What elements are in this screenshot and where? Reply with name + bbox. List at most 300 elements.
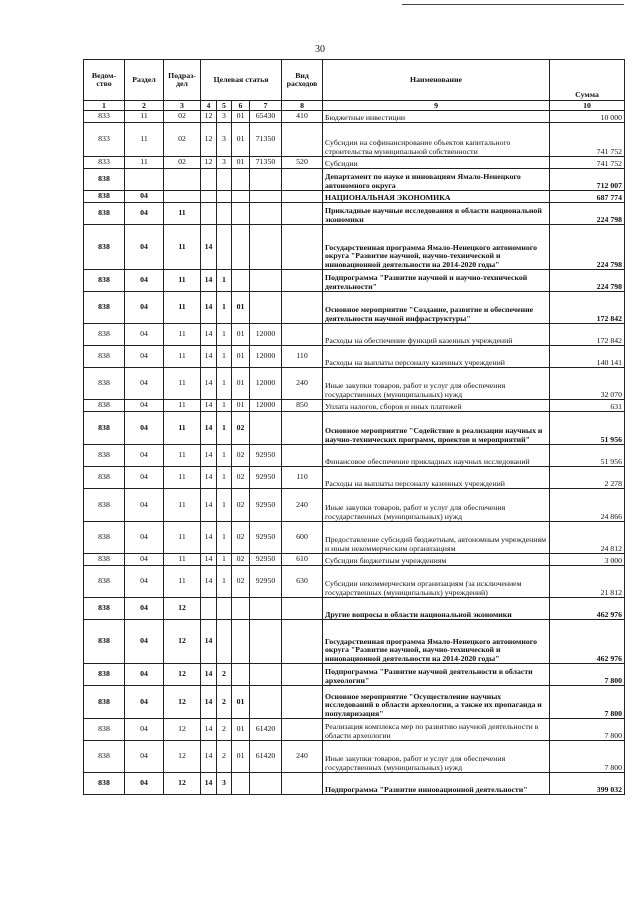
direction-cell: 92950: [250, 554, 282, 566]
event-cell: [232, 620, 250, 664]
event-cell: 01: [232, 368, 250, 400]
table-row: [84, 620, 625, 664]
expense-type-cell: 600: [282, 522, 323, 554]
event-cell: [232, 169, 250, 191]
table-row: [84, 292, 625, 324]
sum-cell: 51 956: [550, 445, 625, 467]
razdel-cell: 04: [125, 620, 164, 664]
direction-cell: 61420: [250, 741, 282, 773]
subprogram-cell: 3: [217, 123, 232, 157]
name-cell: Государственная программа Ямало-Ненецкого автономного округа "Развитие научной, научно-технической и инновационной деятельности на 2014-2020 годы": [323, 620, 550, 664]
podrazdel-cell: 11: [164, 346, 201, 368]
sum-cell: 51 956: [550, 412, 625, 445]
podrazdel-cell: 11: [164, 270, 201, 292]
razdel-cell: 04: [125, 225, 164, 270]
event-cell: 01: [232, 111, 250, 123]
podrazdel-cell: 12: [164, 719, 201, 741]
subprogram-cell: 1: [217, 554, 232, 566]
subprogram-cell: 1: [217, 292, 232, 324]
vedomstvo-cell: 838: [84, 191, 125, 203]
expense-type-cell: [282, 773, 323, 795]
sum-cell: 2 278: [550, 467, 625, 489]
vedomstvo-cell: 838: [84, 719, 125, 741]
vedomstvo-cell: 838: [84, 741, 125, 773]
sum-cell: 3 000: [550, 554, 625, 566]
podrazdel-cell: 12: [164, 686, 201, 719]
expense-type-cell: 110: [282, 467, 323, 489]
razdel-cell: 04: [125, 292, 164, 324]
table-row: [84, 522, 625, 554]
program-cell: 14: [201, 741, 217, 773]
razdel-cell: 04: [125, 554, 164, 566]
program-cell: 14: [201, 773, 217, 795]
expense-type-cell: 520: [282, 157, 323, 169]
podrazdel-cell: 11: [164, 566, 201, 598]
event-cell: 02: [232, 554, 250, 566]
subprogram-cell: 3: [217, 773, 232, 795]
table-row: [84, 191, 625, 203]
page-number: 30: [315, 44, 325, 55]
podrazdel-cell: [164, 169, 201, 191]
podrazdel-cell: 12: [164, 664, 201, 686]
program-cell: 12: [201, 157, 217, 169]
table-row: [84, 489, 625, 522]
razdel-cell: 04: [125, 412, 164, 445]
table-row: [84, 368, 625, 400]
table-row: [84, 686, 625, 719]
podrazdel-cell: [164, 191, 201, 203]
sum-cell: 224 798: [550, 225, 625, 270]
vedomstvo-cell: 838: [84, 203, 125, 225]
name-cell: Подпрограмма "Развитие инновационной деятельности": [323, 773, 550, 795]
table-row: [84, 773, 625, 795]
name-cell: Основное мероприятие "Осуществление научных исследований в области археологии, а также их пропаганда и популяризация": [323, 686, 550, 719]
program-cell: 14: [201, 522, 217, 554]
program-cell: 14: [201, 467, 217, 489]
table-body: [84, 111, 625, 795]
event-cell: 02: [232, 566, 250, 598]
table-row: [84, 467, 625, 489]
direction-cell: 92950: [250, 445, 282, 467]
name-cell: Расходы на выплаты персоналу казенных учреждений: [323, 346, 550, 368]
razdel-cell: 04: [125, 566, 164, 598]
subprogram-cell: 1: [217, 400, 232, 412]
razdel-cell: 04: [125, 719, 164, 741]
name-cell: Расходы на выплаты персоналу казенных учреждений: [323, 467, 550, 489]
podrazdel-cell: 11: [164, 554, 201, 566]
name-cell: Субсидии на софинансирование объектов капитального строительства муниципальной собственности: [323, 123, 550, 157]
subprogram-cell: 1: [217, 566, 232, 598]
table-row: [84, 741, 625, 773]
event-cell: [232, 598, 250, 620]
direction-cell: 12000: [250, 400, 282, 412]
name-cell: Реализация комплекса мер по развитию научной деятельности в области археологии: [323, 719, 550, 741]
sum-cell: 741 752: [550, 157, 625, 169]
column-number: 3: [164, 101, 201, 111]
table-row: [84, 169, 625, 191]
subprogram-cell: 1: [217, 324, 232, 346]
direction-cell: 92950: [250, 566, 282, 598]
subprogram-cell: [217, 598, 232, 620]
vedomstvo-cell: 838: [84, 522, 125, 554]
expense-type-cell: 240: [282, 489, 323, 522]
sum-cell: 7 800: [550, 741, 625, 773]
column-number: 2: [125, 101, 164, 111]
event-cell: 02: [232, 412, 250, 445]
razdel-cell: 04: [125, 368, 164, 400]
podrazdel-cell: 11: [164, 522, 201, 554]
program-cell: 14: [201, 400, 217, 412]
table-row: [84, 400, 625, 412]
subprogram-cell: [217, 225, 232, 270]
razdel-cell: 04: [125, 270, 164, 292]
name-cell: НАЦИОНАЛЬНАЯ ЭКОНОМИКА: [323, 191, 550, 203]
program-cell: 14: [201, 686, 217, 719]
podrazdel-cell: 11: [164, 368, 201, 400]
vedomstvo-cell: 838: [84, 169, 125, 191]
name-cell: Другие вопросы в области национальной экономики: [323, 598, 550, 620]
razdel-cell: 04: [125, 445, 164, 467]
vedomstvo-cell: 838: [84, 598, 125, 620]
razdel-cell: 04: [125, 773, 164, 795]
sum-cell: 224 798: [550, 203, 625, 225]
expense-type-cell: 110: [282, 346, 323, 368]
program-cell: 14: [201, 554, 217, 566]
vedomstvo-cell: 838: [84, 324, 125, 346]
program-cell: [201, 598, 217, 620]
direction-cell: [250, 412, 282, 445]
razdel-cell: 04: [125, 664, 164, 686]
subprogram-cell: 1: [217, 368, 232, 400]
vedomstvo-cell: 838: [84, 400, 125, 412]
event-cell: 01: [232, 346, 250, 368]
event-cell: [232, 203, 250, 225]
expense-type-cell: [282, 664, 323, 686]
expense-type-cell: [282, 191, 323, 203]
column-number: 1: [84, 101, 125, 111]
subprogram-cell: [217, 203, 232, 225]
name-cell: Иные закупки товаров, работ и услуг для обеспечения государственных (муниципальных) нужд: [323, 368, 550, 400]
name-cell: Департамент по науке и инновациям Ямало-Ненецкого автономного округа: [323, 169, 550, 191]
podrazdel-cell: 11: [164, 292, 201, 324]
top-rule: [402, 4, 624, 5]
podrazdel-cell: 11: [164, 203, 201, 225]
event-cell: [232, 225, 250, 270]
direction-cell: 12000: [250, 368, 282, 400]
table-row: [84, 719, 625, 741]
name-cell: Бюджетные инвестиции: [323, 111, 550, 123]
sum-cell: 172 842: [550, 324, 625, 346]
razdel-cell: 04: [125, 203, 164, 225]
direction-cell: 65430: [250, 111, 282, 123]
podrazdel-cell: 02: [164, 123, 201, 157]
sum-cell: 399 032: [550, 773, 625, 795]
subprogram-cell: 2: [217, 741, 232, 773]
expense-type-cell: 630: [282, 566, 323, 598]
vedomstvo-cell: 838: [84, 368, 125, 400]
podrazdel-cell: 12: [164, 620, 201, 664]
direction-cell: 71350: [250, 123, 282, 157]
expense-type-cell: [282, 292, 323, 324]
vedomstvo-cell: 833: [84, 157, 125, 169]
table-row: [84, 346, 625, 368]
razdel-cell: 04: [125, 346, 164, 368]
table-row: [84, 412, 625, 445]
sum-cell: 7 800: [550, 719, 625, 741]
sum-cell: 741 752: [550, 123, 625, 157]
direction-cell: [250, 169, 282, 191]
name-cell: Субсидии: [323, 157, 550, 169]
column-number: 7: [250, 101, 282, 111]
event-cell: 01: [232, 324, 250, 346]
subprogram-cell: 1: [217, 270, 232, 292]
table-row: [84, 445, 625, 467]
program-cell: 12: [201, 111, 217, 123]
direction-cell: 92950: [250, 467, 282, 489]
podrazdel-cell: 02: [164, 111, 201, 123]
expense-type-cell: [282, 445, 323, 467]
table-row: [84, 598, 625, 620]
podrazdel-cell: 11: [164, 324, 201, 346]
event-cell: 01: [232, 292, 250, 324]
vedomstvo-cell: 838: [84, 686, 125, 719]
razdel-cell: 04: [125, 467, 164, 489]
event-cell: [232, 664, 250, 686]
direction-cell: 71350: [250, 157, 282, 169]
subprogram-cell: 1: [217, 445, 232, 467]
vedomstvo-cell: 838: [84, 225, 125, 270]
direction-cell: [250, 686, 282, 719]
razdel-cell: 11: [125, 157, 164, 169]
direction-cell: [250, 191, 282, 203]
table-row: [84, 324, 625, 346]
name-cell: Подпрограмма "Развитие научной деятельности в области археологии": [323, 664, 550, 686]
subprogram-cell: 3: [217, 157, 232, 169]
vedomstvo-cell: 833: [84, 111, 125, 123]
vedomstvo-cell: 838: [84, 773, 125, 795]
expense-type-cell: [282, 270, 323, 292]
event-cell: 01: [232, 157, 250, 169]
header-razdel: Раздел: [125, 60, 164, 101]
sum-cell: 462 976: [550, 620, 625, 664]
subprogram-cell: [217, 620, 232, 664]
column-number-row: [84, 101, 625, 111]
direction-cell: [250, 664, 282, 686]
program-cell: 14: [201, 664, 217, 686]
program-cell: 14: [201, 368, 217, 400]
budget-table: [83, 59, 625, 795]
direction-cell: 92950: [250, 489, 282, 522]
column-number: 10: [550, 101, 625, 111]
subprogram-cell: 1: [217, 467, 232, 489]
name-cell: Прикладные научные исследования в области национальной экономики: [323, 203, 550, 225]
razdel-cell: 04: [125, 598, 164, 620]
vedomstvo-cell: 838: [84, 346, 125, 368]
header-vedomstvo: Ведом-ство: [84, 60, 125, 101]
table-row: [84, 203, 625, 225]
name-cell: Иные закупки товаров, работ и услуг для обеспечения государственных (муниципальных) нужд: [323, 489, 550, 522]
column-number: 5: [217, 101, 232, 111]
table-row: [84, 664, 625, 686]
podrazdel-cell: 11: [164, 489, 201, 522]
sum-cell: 24 812: [550, 522, 625, 554]
vedomstvo-cell: 838: [84, 445, 125, 467]
expense-type-cell: [282, 412, 323, 445]
podrazdel-cell: 11: [164, 445, 201, 467]
direction-cell: [250, 203, 282, 225]
name-cell: Субсидии некоммерческим организациям (за исключением государственных (муниципальных) учреждений): [323, 566, 550, 598]
expense-type-cell: 850: [282, 400, 323, 412]
name-cell: Иные закупки товаров, работ и услуг для обеспечения государственных (муниципальных) нужд: [323, 741, 550, 773]
event-cell: 01: [232, 741, 250, 773]
vedomstvo-cell: 838: [84, 270, 125, 292]
sum-cell: 10 000: [550, 111, 625, 123]
razdel-cell: 04: [125, 522, 164, 554]
subprogram-cell: 2: [217, 664, 232, 686]
name-cell: Субсидии бюджетным учреждениям: [323, 554, 550, 566]
razdel-cell: 04: [125, 741, 164, 773]
program-cell: [201, 191, 217, 203]
event-cell: 02: [232, 467, 250, 489]
direction-cell: [250, 773, 282, 795]
table-row: [84, 225, 625, 270]
program-cell: 14: [201, 292, 217, 324]
event-cell: 01: [232, 686, 250, 719]
podrazdel-cell: 12: [164, 773, 201, 795]
program-cell: 14: [201, 445, 217, 467]
sum-cell: 462 976: [550, 598, 625, 620]
table-row: [84, 123, 625, 157]
sum-cell: 631: [550, 400, 625, 412]
event-cell: [232, 773, 250, 795]
direction-cell: [250, 292, 282, 324]
header-summa: Сумма: [550, 60, 625, 101]
program-cell: 14: [201, 489, 217, 522]
podrazdel-cell: 12: [164, 598, 201, 620]
razdel-cell: 04: [125, 686, 164, 719]
event-cell: 02: [232, 489, 250, 522]
name-cell: Основное мероприятие "Содействие в реализации научных и научно-технических программ, проектов и мероприятий": [323, 412, 550, 445]
razdel-cell: 11: [125, 123, 164, 157]
expense-type-cell: [282, 686, 323, 719]
subprogram-cell: [217, 169, 232, 191]
razdel-cell: 04: [125, 400, 164, 412]
podrazdel-cell: 11: [164, 225, 201, 270]
direction-cell: [250, 620, 282, 664]
sum-cell: 7 800: [550, 664, 625, 686]
expense-type-cell: [282, 620, 323, 664]
sum-cell: 172 842: [550, 292, 625, 324]
table-row: [84, 566, 625, 598]
vedomstvo-cell: 833: [84, 123, 125, 157]
name-cell: Подпрограмма "Развитие научной и научно-технической деятельности": [323, 270, 550, 292]
subprogram-cell: 1: [217, 412, 232, 445]
expense-type-cell: [282, 719, 323, 741]
sum-cell: 24 866: [550, 489, 625, 522]
header-vid: Вид расходов: [282, 60, 323, 101]
direction-cell: 61420: [250, 719, 282, 741]
event-cell: 01: [232, 123, 250, 157]
expense-type-cell: 240: [282, 741, 323, 773]
header-podrazdel: Подраз-дел: [164, 60, 201, 101]
program-cell: 14: [201, 225, 217, 270]
expense-type-cell: [282, 203, 323, 225]
program-cell: 14: [201, 324, 217, 346]
sum-cell: 712 007: [550, 169, 625, 191]
razdel-cell: 11: [125, 111, 164, 123]
subprogram-cell: 2: [217, 719, 232, 741]
event-cell: 02: [232, 445, 250, 467]
program-cell: 14: [201, 719, 217, 741]
direction-cell: 92950: [250, 522, 282, 554]
razdel-cell: 04: [125, 489, 164, 522]
header-naim: Наименование: [323, 60, 550, 101]
event-cell: [232, 270, 250, 292]
subprogram-cell: 1: [217, 489, 232, 522]
expense-type-cell: [282, 169, 323, 191]
program-cell: 14: [201, 566, 217, 598]
column-number: 8: [282, 101, 323, 111]
expense-type-cell: 240: [282, 368, 323, 400]
name-cell: Основное мероприятие "Создание, развитие и обеспечение деятельности научной инфраструктуры": [323, 292, 550, 324]
program-cell: 12: [201, 123, 217, 157]
expense-type-cell: 610: [282, 554, 323, 566]
subprogram-cell: 1: [217, 522, 232, 554]
razdel-cell: 04: [125, 324, 164, 346]
razdel-cell: 04: [125, 191, 164, 203]
podrazdel-cell: 12: [164, 741, 201, 773]
vedomstvo-cell: 838: [84, 554, 125, 566]
subprogram-cell: 2: [217, 686, 232, 719]
direction-cell: 12000: [250, 324, 282, 346]
header-celevaya: Целевая статья: [201, 60, 282, 101]
subprogram-cell: 3: [217, 111, 232, 123]
podrazdel-cell: 02: [164, 157, 201, 169]
expense-type-cell: 410: [282, 111, 323, 123]
sum-cell: 32 070: [550, 368, 625, 400]
sum-cell: 7 800: [550, 686, 625, 719]
program-cell: [201, 169, 217, 191]
subprogram-cell: [217, 191, 232, 203]
table-row: [84, 157, 625, 169]
sum-cell: 21 812: [550, 566, 625, 598]
program-cell: 14: [201, 270, 217, 292]
table-row: [84, 111, 625, 123]
sum-cell: 687 774: [550, 191, 625, 203]
column-number: 4: [201, 101, 217, 111]
vedomstvo-cell: 838: [84, 664, 125, 686]
expense-type-cell: [282, 324, 323, 346]
vedomstvo-cell: 838: [84, 489, 125, 522]
podrazdel-cell: 11: [164, 467, 201, 489]
expense-type-cell: [282, 598, 323, 620]
program-cell: 14: [201, 346, 217, 368]
event-cell: 02: [232, 522, 250, 554]
vedomstvo-cell: 838: [84, 566, 125, 598]
vedomstvo-cell: 838: [84, 292, 125, 324]
direction-cell: [250, 598, 282, 620]
vedomstvo-cell: 838: [84, 412, 125, 445]
subprogram-cell: 1: [217, 346, 232, 368]
direction-cell: [250, 225, 282, 270]
program-cell: 14: [201, 620, 217, 664]
name-cell: Предоставление субсидий бюджетным, автономным учреждениям и иным некоммерческим организациям: [323, 522, 550, 554]
expense-type-cell: [282, 225, 323, 270]
razdel-cell: [125, 169, 164, 191]
podrazdel-cell: 11: [164, 400, 201, 412]
direction-cell: [250, 270, 282, 292]
name-cell: Уплата налогов, сборов и иных платежей: [323, 400, 550, 412]
